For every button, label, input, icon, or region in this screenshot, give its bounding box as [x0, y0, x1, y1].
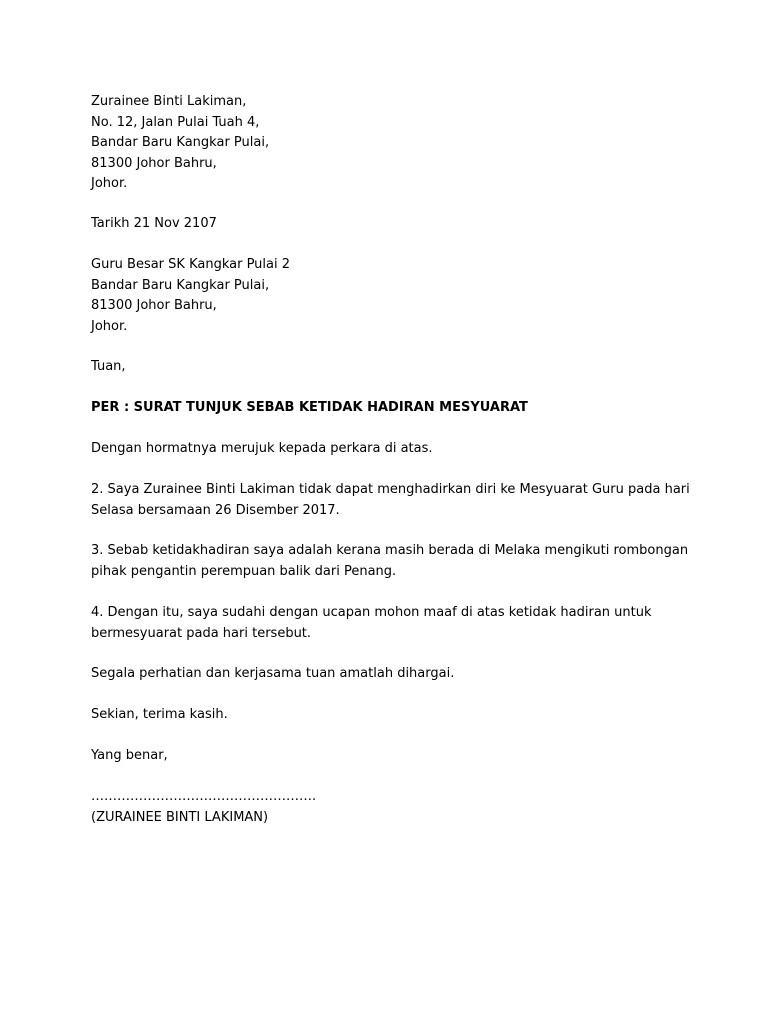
appreciation-block	[91, 664, 691, 685]
paragraph-line: pihak pengantin perempuan balik dari Penang.	[91, 563, 397, 579]
sender-address	[91, 92, 691, 195]
sign-off-text: Yang benar,	[91, 748, 168, 763]
sender-address-line: 81300 Johor Bahru,	[91, 155, 217, 171]
paragraph-line: Selasa bersamaan 26 Disember 2017.	[91, 502, 340, 518]
body-paragraph-3	[91, 541, 691, 582]
paragraph-line: 4. Dengan itu, saya sudahi dengan ucapan mohon maaf di atas ketidak hadiran untuk	[91, 605, 652, 620]
paragraph-line: bermesyuarat pada hari tersebut.	[91, 625, 312, 641]
recipient-line: Guru Besar SK Kangkar Pulai 2	[91, 257, 291, 272]
paragraph-line: 2. Saya Zurainee Binti Lakiman tidak dapat menghadirkan diri ke Mesyuarat Guru pada hari	[91, 482, 690, 497]
recipient-address	[91, 255, 691, 337]
closing-text: Sekian, terima kasih.	[91, 707, 228, 722]
appreciation-text: Segala perhatian dan kerjasama tuan amatlah dihargai.	[91, 666, 455, 681]
sender-name: Zurainee Binti Lakiman,	[91, 94, 247, 109]
body-paragraph-2	[91, 480, 691, 521]
letter-date-block	[91, 214, 691, 235]
signature-name: (ZURAINEE BINTI LAKIMAN)	[91, 809, 269, 825]
body-paragraph-1	[91, 439, 691, 460]
salutation: Tuan,	[91, 359, 126, 374]
sender-address-line: Bandar Baru Kangkar Pulai,	[91, 135, 270, 150]
salutation-block	[91, 357, 691, 378]
subject-block	[91, 398, 691, 419]
signature-block	[91, 787, 691, 828]
paragraph-line: 3. Sebab ketidakhadiran saya adalah kerana masih berada di Melaka mengikuti rombongan	[91, 543, 689, 558]
signature-line: …………………………………………….	[91, 789, 317, 804]
sign-off-block	[91, 746, 691, 767]
body-paragraph-4	[91, 603, 691, 644]
subject-line: PER : SURAT TUNJUK SEBAB KETIDAK HADIRAN MESYUARAT	[91, 400, 528, 415]
recipient-line: Bandar Baru Kangkar Pulai,	[91, 277, 270, 293]
letter-date: Tarikh 21 Nov 2107	[91, 216, 217, 231]
sender-address-line: Johor.	[91, 176, 128, 191]
paragraph-line: Dengan hormatnya merujuk kepada perkara di atas.	[91, 441, 433, 456]
closing-block	[91, 705, 691, 726]
sender-address-line: No. 12, Jalan Pulai Tuah 4,	[91, 114, 260, 130]
recipient-line: Johor.	[91, 318, 128, 334]
recipient-line: 81300 Johor Bahru,	[91, 298, 217, 313]
